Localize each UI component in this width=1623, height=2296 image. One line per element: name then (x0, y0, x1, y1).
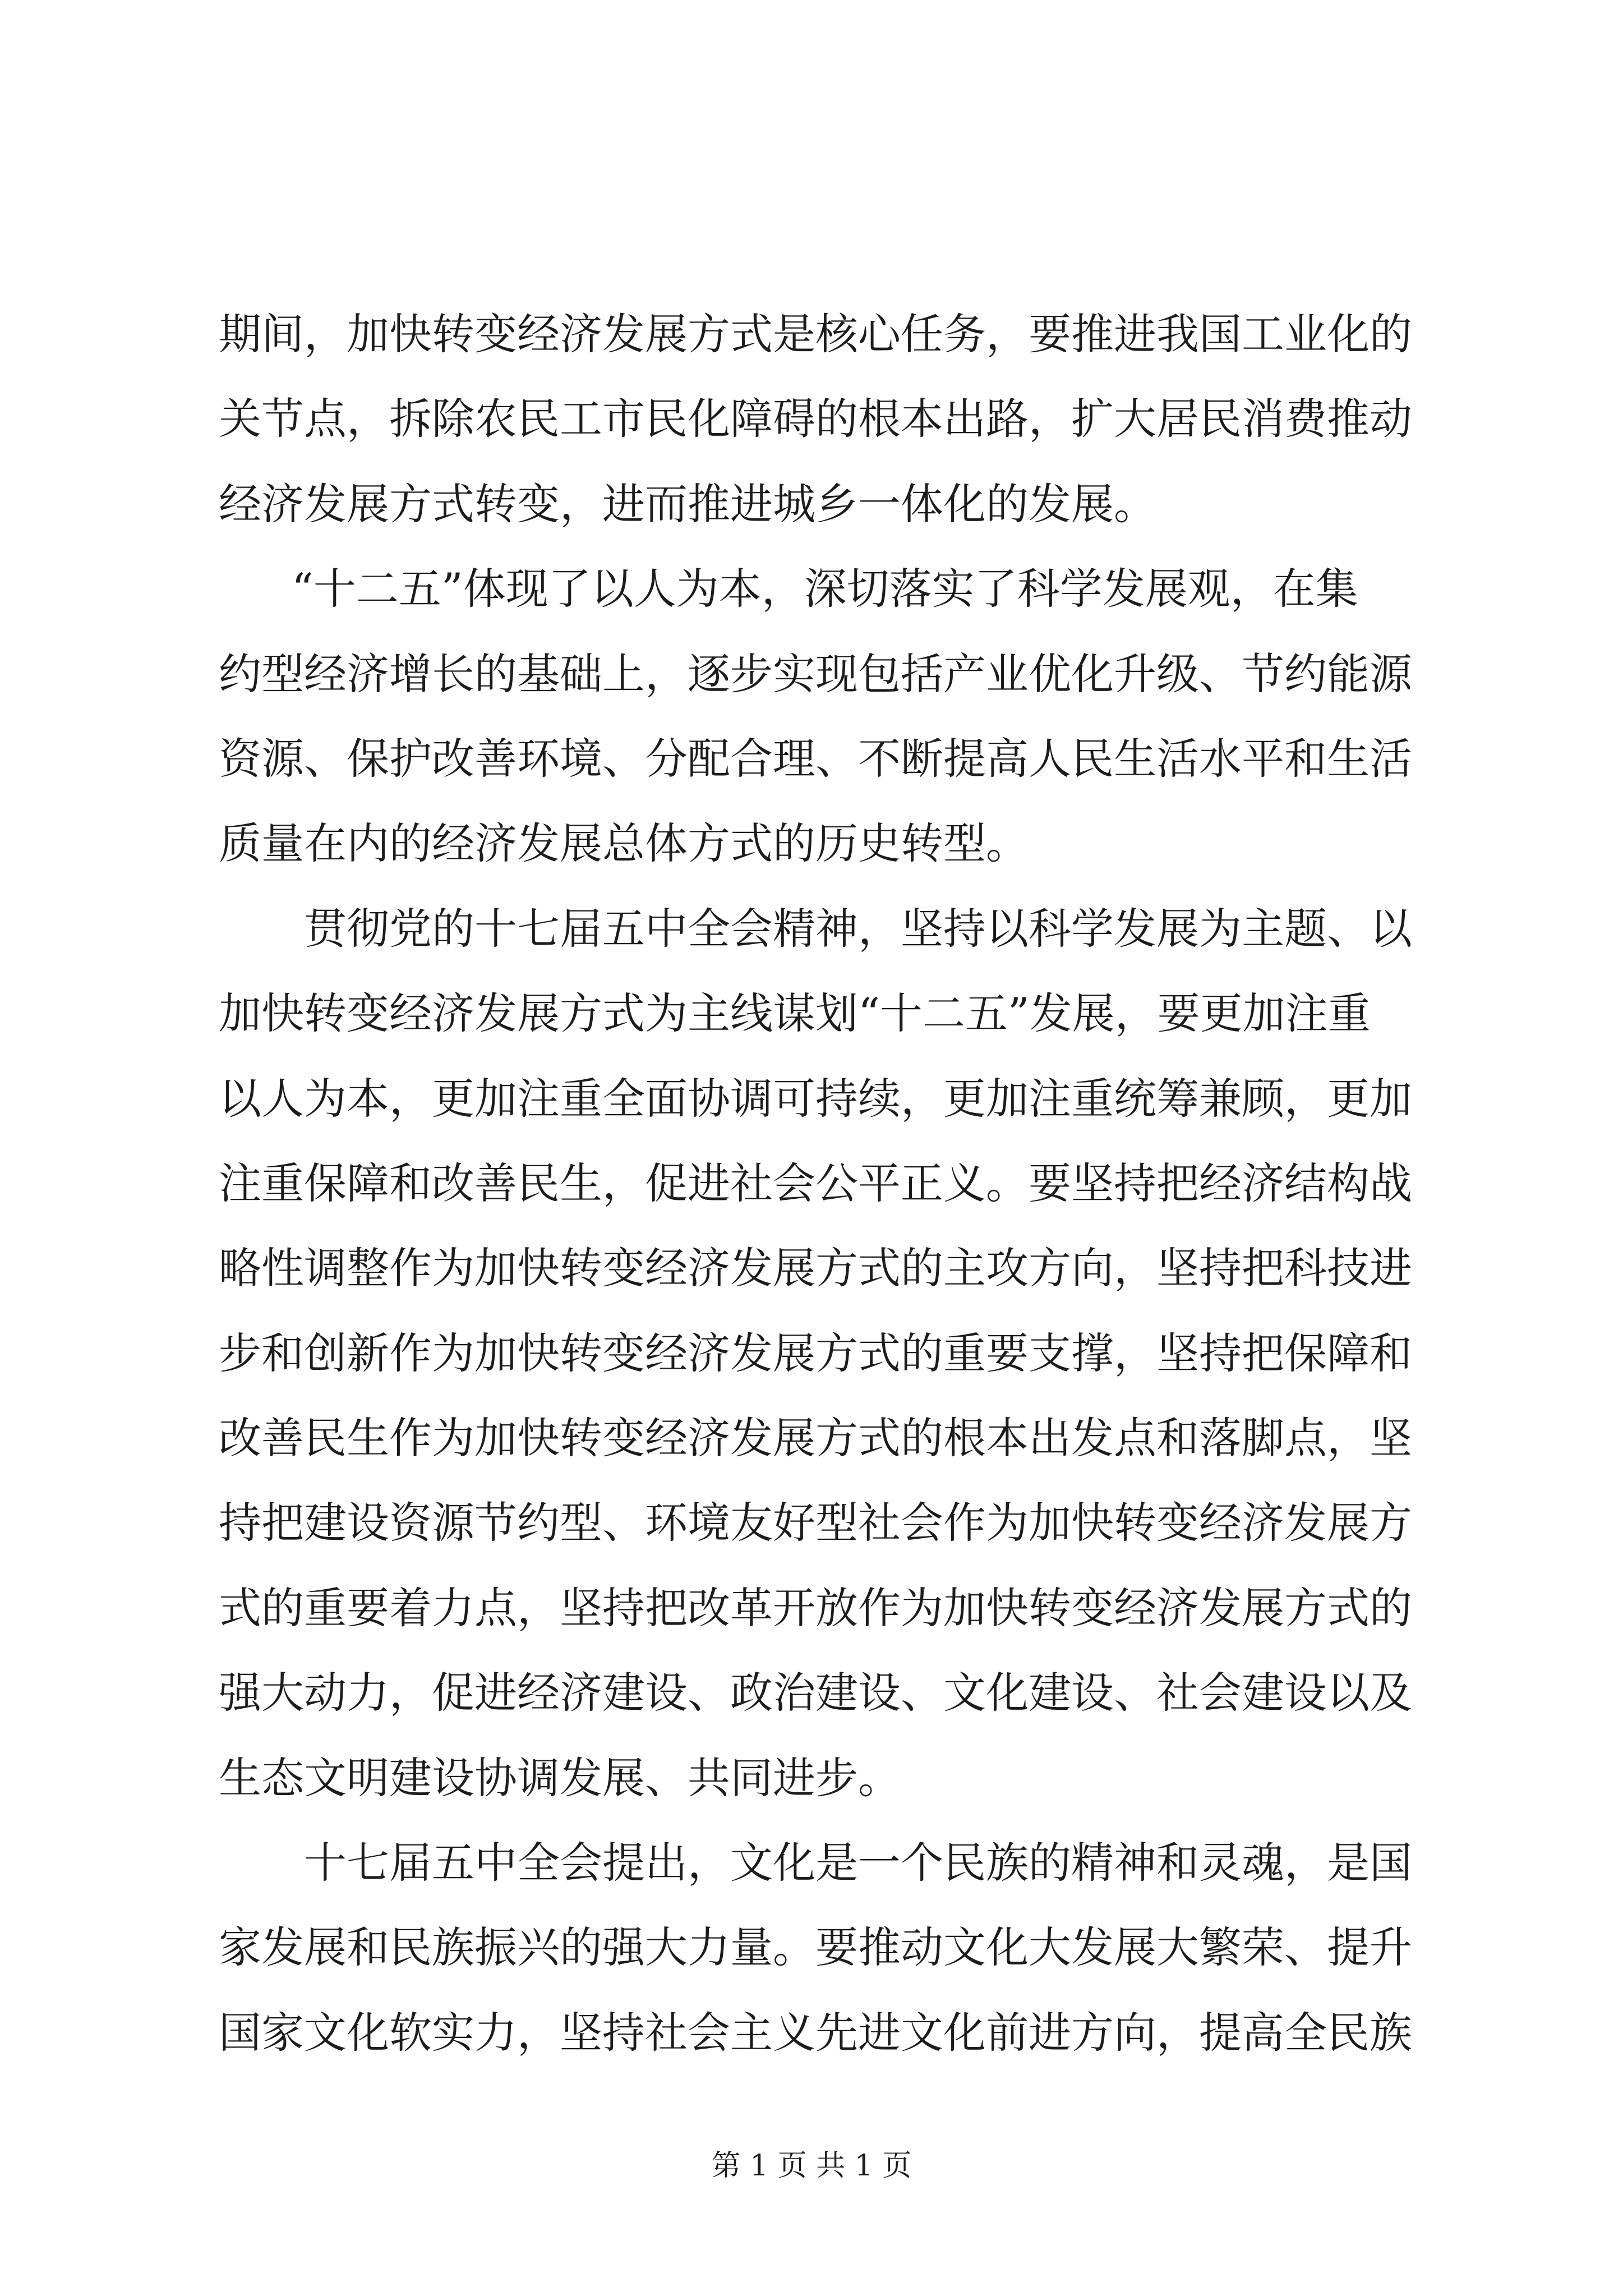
text-line: 步和创新作为加快转变经济发展方式的重要支撑，坚持把保障和 (219, 1328, 1412, 1378)
text-line: 持把建设资源节约型、环境友好型社会作为加快转变经济发展方 (219, 1498, 1412, 1548)
text-line: 十七届五中全会提出，文化是一个民族的精神和灵魂，是国 (304, 1838, 1412, 1888)
text-line: “十二五”体现了以人为本，深切落实了科学发展观，在集 (292, 564, 1358, 614)
text-line: 资源、保护改善环境、分配合理、不断提高人民生活水平和生活 (219, 733, 1412, 784)
text-line: 经济发展方式转变，进而推进城乡一体化的发展。 (219, 478, 1156, 529)
paragraph-1 (219, 292, 1412, 546)
text-line: 期间，加快转变经济发展方式是核心任务，要推进我国工业化的 (219, 309, 1412, 359)
page-footer: 第 1 页 共 1 页 (711, 2149, 912, 2183)
text-line: 强大动力，促进经济建设、政治建设、文化建设、社会建设以及 (219, 1668, 1412, 1718)
document-body (219, 292, 1412, 2075)
text-line: 以人为本，更加注重全面协调可持续，更加注重统筹兼顾，更加 (219, 1073, 1412, 1124)
text-line: 国家文化软实力，坚持社会主义先进文化前进方向，提高全民族 (219, 2007, 1412, 2058)
text-line: 加快转变经济发展方式为主线谋划“十二五”发展，要更加注重 (219, 988, 1371, 1039)
paragraph-4 (219, 1820, 1412, 2075)
text-line: 略性调整作为加快转变经济发展方式的主攻方向，坚持把科技进 (219, 1243, 1412, 1294)
text-line: 注重保障和改善民生，促进社会公平正义。要坚持把经济结构战 (219, 1158, 1412, 1208)
text-line: 质量在内的经济发展总体方式的历史转型。 (219, 818, 1029, 869)
text-line: 贯彻党的十七届五中全会精神，坚持以科学发展为主题、以 (304, 903, 1412, 954)
text-line: 生态文明建设协调发展、共同进步。 (219, 1752, 901, 1803)
text-line: 约型经济增长的基础上，逐步实现包括产业优化升级、节约能源 (219, 648, 1412, 699)
text-line: 改善民生作为加快转变经济发展方式的根本出发点和落脚点，坚 (219, 1413, 1412, 1464)
text-line: 关节点，拆除农民工市民化障碍的根本出路，扩大居民消费推动 (219, 394, 1412, 444)
text-line: 家发展和民族振兴的强大力量。要推动文化大发展大繁荣、提升 (219, 1922, 1412, 1973)
paragraph-2 (219, 546, 1412, 886)
paragraph-3 (219, 886, 1412, 1820)
text-line: 式的重要着力点，坚持把改革开放作为加快转变经济发展方式的 (219, 1582, 1412, 1633)
